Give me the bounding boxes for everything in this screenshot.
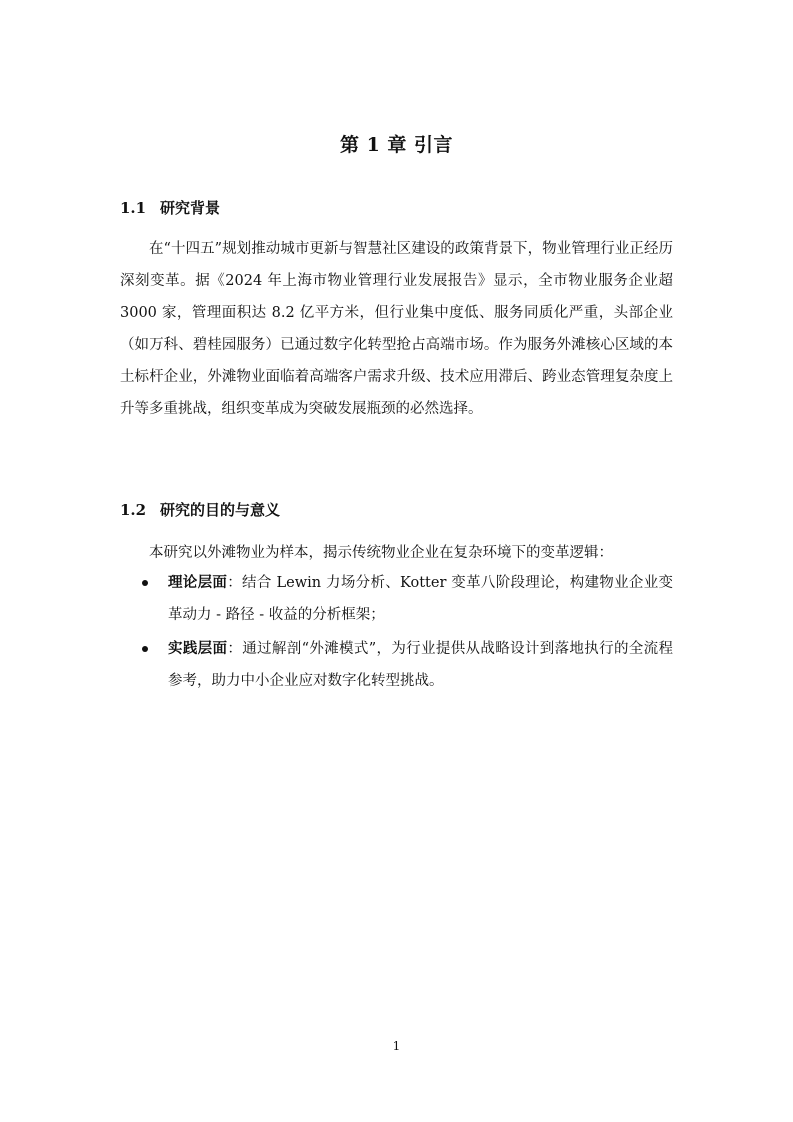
section-heading-1-1 [120, 197, 220, 218]
bullet-text: ：通过解剖“外滩模式”，为行业提供从战略设计到落地执行的全流程参考，助力中小企业应对数字化转型挑战。 [168, 641, 673, 689]
section-heading-1-2 [120, 499, 280, 520]
section-number: 1.1 [120, 199, 147, 217]
bullet-icon [142, 580, 148, 586]
chapter-title: 第 1 章 引言 [339, 134, 454, 156]
purpose-paragraph: 本研究以外滩物业为样本，揭示传统物业企业在复杂环境下的变革逻辑： [149, 545, 613, 561]
bullet-term: 理论层面 [168, 574, 228, 591]
significance-list [120, 567, 673, 699]
background-paragraph: 在“十四五”规划推动城市更新与智慧社区建设的政策背景下，物业管理行业正经历深刻变革。据《2024 年上海市物业管理行业发展报告》显示，全市物业服务企业超 3000 家，管理面积达 8.2 亿平方米，但行业集中度低、服务同质化严重，头部企业（如万科、碧桂园服务）已通过数字化转型抢占高端市场。作为服务外滩核心区域的本土标杆企业，外滩物业面临着高端客户需求升级、技术应用滞后、跨业态管理复杂度上升等多重挑战，组织变革成为突破发展瓶颈的必然选择。 [120, 241, 673, 417]
section-title: 研究的目的与意义 [160, 501, 281, 519]
section-title: 研究背景 [160, 199, 221, 217]
page-number: 1 [392, 1039, 401, 1053]
bullet-term: 实践层面 [168, 640, 228, 657]
bullet-icon [142, 646, 148, 652]
bullet-text: ：结合 Lewin 力场分析、Kotter 变革八阶段理论，构建物业企业变革动力 - 路径 - 收益的分析框架； [168, 575, 674, 623]
list-item [120, 633, 673, 697]
section-number: 1.2 [120, 501, 147, 519]
list-item [120, 567, 673, 631]
